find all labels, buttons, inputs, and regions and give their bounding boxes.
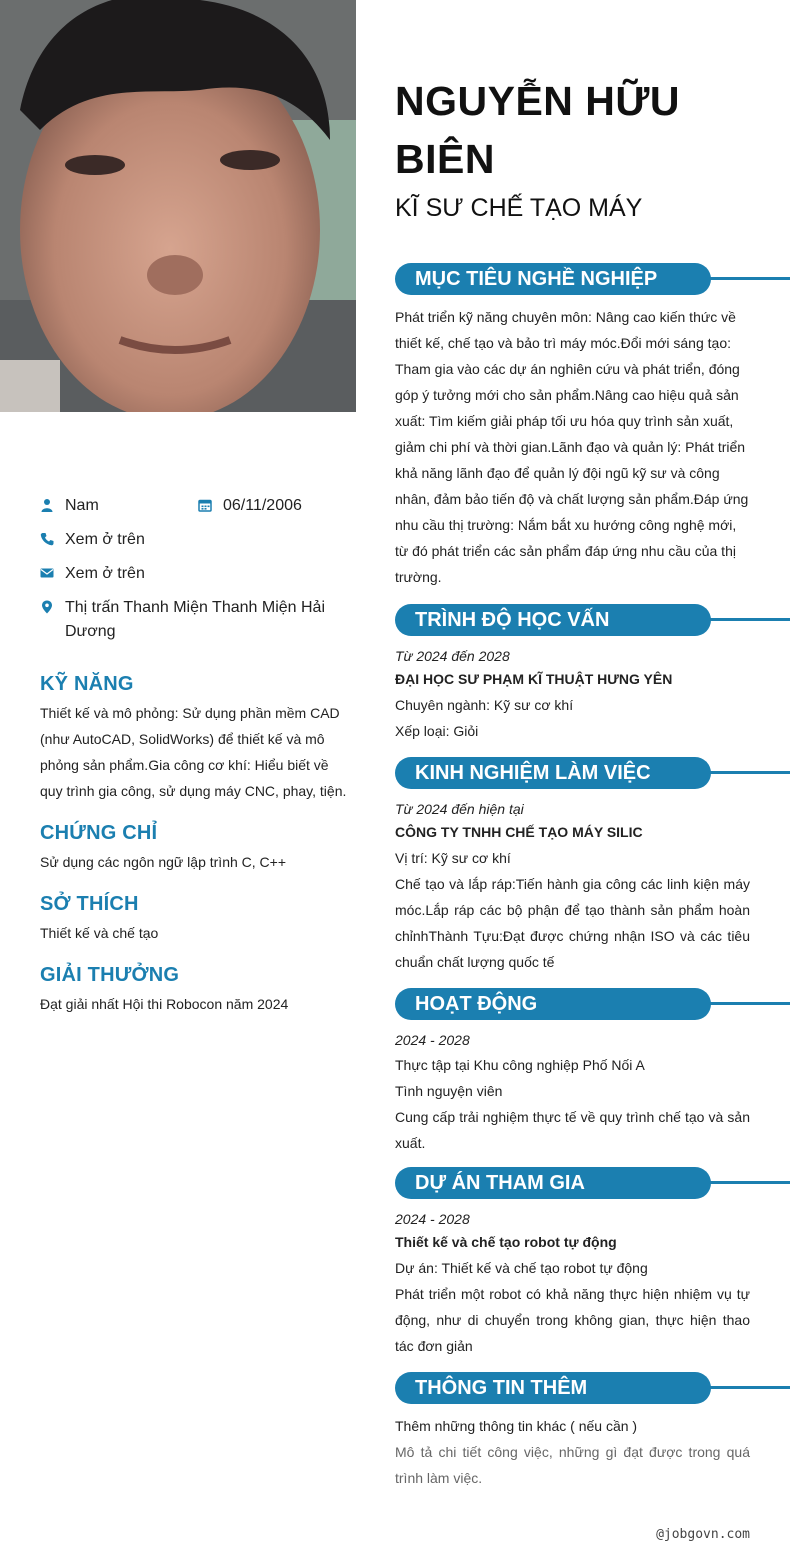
- additional-line1: Thêm những thông tin khác ( nếu cần ): [395, 1418, 638, 1434]
- education-title: TRÌNH ĐỘ HỌC VẤN: [395, 604, 711, 636]
- email-field: [40, 562, 356, 586]
- activities-date: 2024 - 2028: [395, 1032, 470, 1048]
- phone-field: [40, 528, 356, 552]
- hobbies-text: Thiết kế và chế tạo: [40, 925, 159, 941]
- person-icon: [40, 498, 54, 512]
- awards-section: [40, 963, 350, 1017]
- header-divider: [705, 618, 790, 621]
- skills-title: KỸ NĂNG: [40, 673, 134, 695]
- education-rank: Xếp loại: Giỏi: [395, 723, 479, 739]
- job-title: KĨ SƯ CHẾ TẠO MÁY: [395, 194, 643, 222]
- projects-description: Phát triển một robot có khả năng thực hiện nhiệm vụ tự động, như di chuyển trong không gian, thực hiện thao tác đơn giản: [395, 1286, 750, 1354]
- projects-name: Thiết kế và chế tạo robot tự động: [395, 1234, 617, 1250]
- address-field: [40, 596, 356, 644]
- email-value: Xem ở trên: [65, 565, 145, 582]
- objective-header: [395, 263, 790, 295]
- skills-text: Thiết kế và mô phỏng: Sử dụng phần mềm CAD (như AutoCAD, SolidWorks) để thiết kế và mô phỏng sản phẩm.Gia công cơ khí: Hiểu biết về quy trình gia công, sử dụng máy CNC, phay, tiện.: [40, 705, 347, 799]
- birthday-value: 06/11/2006: [223, 497, 302, 514]
- activities-title: HOẠT ĐỘNG: [395, 988, 711, 1020]
- projects-date: 2024 - 2028: [395, 1211, 470, 1227]
- phone-value: Xem ở trên: [65, 531, 145, 548]
- location-pin-icon: [40, 600, 54, 614]
- objective-title: MỤC TIÊU NGHỀ NGHIỆP: [395, 263, 711, 295]
- experience-body: [395, 799, 750, 975]
- hobbies-title: SỞ THÍCH: [40, 893, 139, 915]
- additional-line2: Mô tả chi tiết công việc, những gì đạt được trong quá trình làm việc.: [395, 1444, 750, 1486]
- left-column: [0, 0, 356, 1556]
- gender-value: Nam: [65, 497, 99, 514]
- experience-description: Chế tạo và lắp ráp:Tiến hành gia công các linh kiện máy móc.Lắp ráp các bộ phận để tạo thành sản phẩm hoàn chỉnhThành Tựu:Đạt được chứng nhận ISO và các tiêu chuẩn chất lượng quốc tế: [395, 876, 750, 970]
- awards-text: Đạt giải nhất Hội thi Robocon năm 2024: [40, 996, 289, 1012]
- calendar-icon: [198, 498, 212, 512]
- activities-description: Cung cấp trải nghiệm thực tế về quy trình chế tạo và sản xuất.: [395, 1109, 750, 1151]
- activities-role: Tình nguyện viên: [395, 1083, 503, 1099]
- education-header: [395, 604, 790, 636]
- contact-info: [40, 494, 356, 654]
- profile-photo: [0, 0, 356, 412]
- experience-company: CÔNG TY TNHH CHẾ TẠO MÁY SILIC: [395, 824, 643, 840]
- certificates-title: CHỨNG CHỈ: [40, 822, 158, 844]
- hobbies-section: [40, 892, 350, 946]
- birthday-field: [198, 494, 302, 518]
- skills-section: [40, 672, 350, 804]
- additional-body: [395, 1413, 750, 1491]
- watermark: @jobgovn.com: [656, 1527, 750, 1542]
- education-school: ĐẠI HỌC SƯ PHẠM KĨ THUẬT HƯNG YÊN: [395, 671, 673, 687]
- projects-subtitle: Dự án: Thiết kế và chế tạo robot tự động: [395, 1260, 648, 1276]
- gender-field: [40, 494, 198, 518]
- contact-row-gender-birthday: [40, 494, 356, 518]
- certificates-section: [40, 821, 350, 875]
- awards-title: GIẢI THƯỞNG: [40, 964, 180, 986]
- projects-body: [395, 1209, 750, 1359]
- header-divider: [705, 1181, 790, 1184]
- projects-title: DỰ ÁN THAM GIA: [395, 1167, 711, 1199]
- objective-text: Phát triển kỹ năng chuyên môn: Nâng cao kiến thức về thiết kế, chế tạo và bảo trì máy móc.Đổi mới sáng tạo: Tham gia vào các dự án nghiên cứu và phát triển, đóng góp ý tưởng mới cho sản phẩm.Nâng cao hiệu quả sản xuất: Tìm kiếm giải pháp tối ưu hóa quy trình sản xuất, giảm chi phí và thời gian.Lãnh đạo và quản lý: Phát triển khả năng lãnh đạo để quản lý đội ngũ kỹ sư và công nhân, đảm bảo tiến độ và chất lượng sản phẩm.Đáp ứng nhu cầu thị trường: Nắm bắt xu hướng công nghệ mới, từ đó phát triển các sản phẩm đáp ứng nhu cầu của thị trường.: [395, 309, 749, 585]
- address-value: Thị trấn Thanh Miện Thanh Miện Hải Dương: [65, 599, 325, 640]
- envelope-icon: [40, 566, 54, 580]
- activities-place: Thực tập tại Khu công nghiệp Phố Nối A: [395, 1057, 645, 1073]
- experience-header: [395, 757, 790, 789]
- header-divider: [705, 1002, 790, 1005]
- projects-header: [395, 1167, 790, 1199]
- candidate-name: NGUYỄN HỮU BIÊN: [395, 78, 681, 182]
- activities-header: [395, 988, 790, 1020]
- additional-title: THÔNG TIN THÊM: [395, 1372, 711, 1404]
- phone-icon: [40, 532, 54, 546]
- objective-body: [395, 304, 750, 590]
- education-major: Chuyên ngành: Kỹ sư cơ khí: [395, 697, 574, 713]
- education-body: [395, 646, 750, 744]
- certificates-text: Sử dụng các ngôn ngữ lập trình C, C++: [40, 854, 287, 870]
- activities-body: [395, 1030, 750, 1156]
- experience-date: Từ 2024 đến hiện tại: [395, 801, 524, 817]
- header-divider: [705, 1386, 790, 1389]
- additional-header: [395, 1372, 790, 1404]
- header-divider: [705, 771, 790, 774]
- education-date: Từ 2024 đến 2028: [395, 648, 510, 664]
- experience-title: KINH NGHIỆM LÀM VIỆC: [395, 757, 711, 789]
- header-divider: [705, 277, 790, 280]
- experience-position: Vị trí: Kỹ sư cơ khí: [395, 850, 511, 866]
